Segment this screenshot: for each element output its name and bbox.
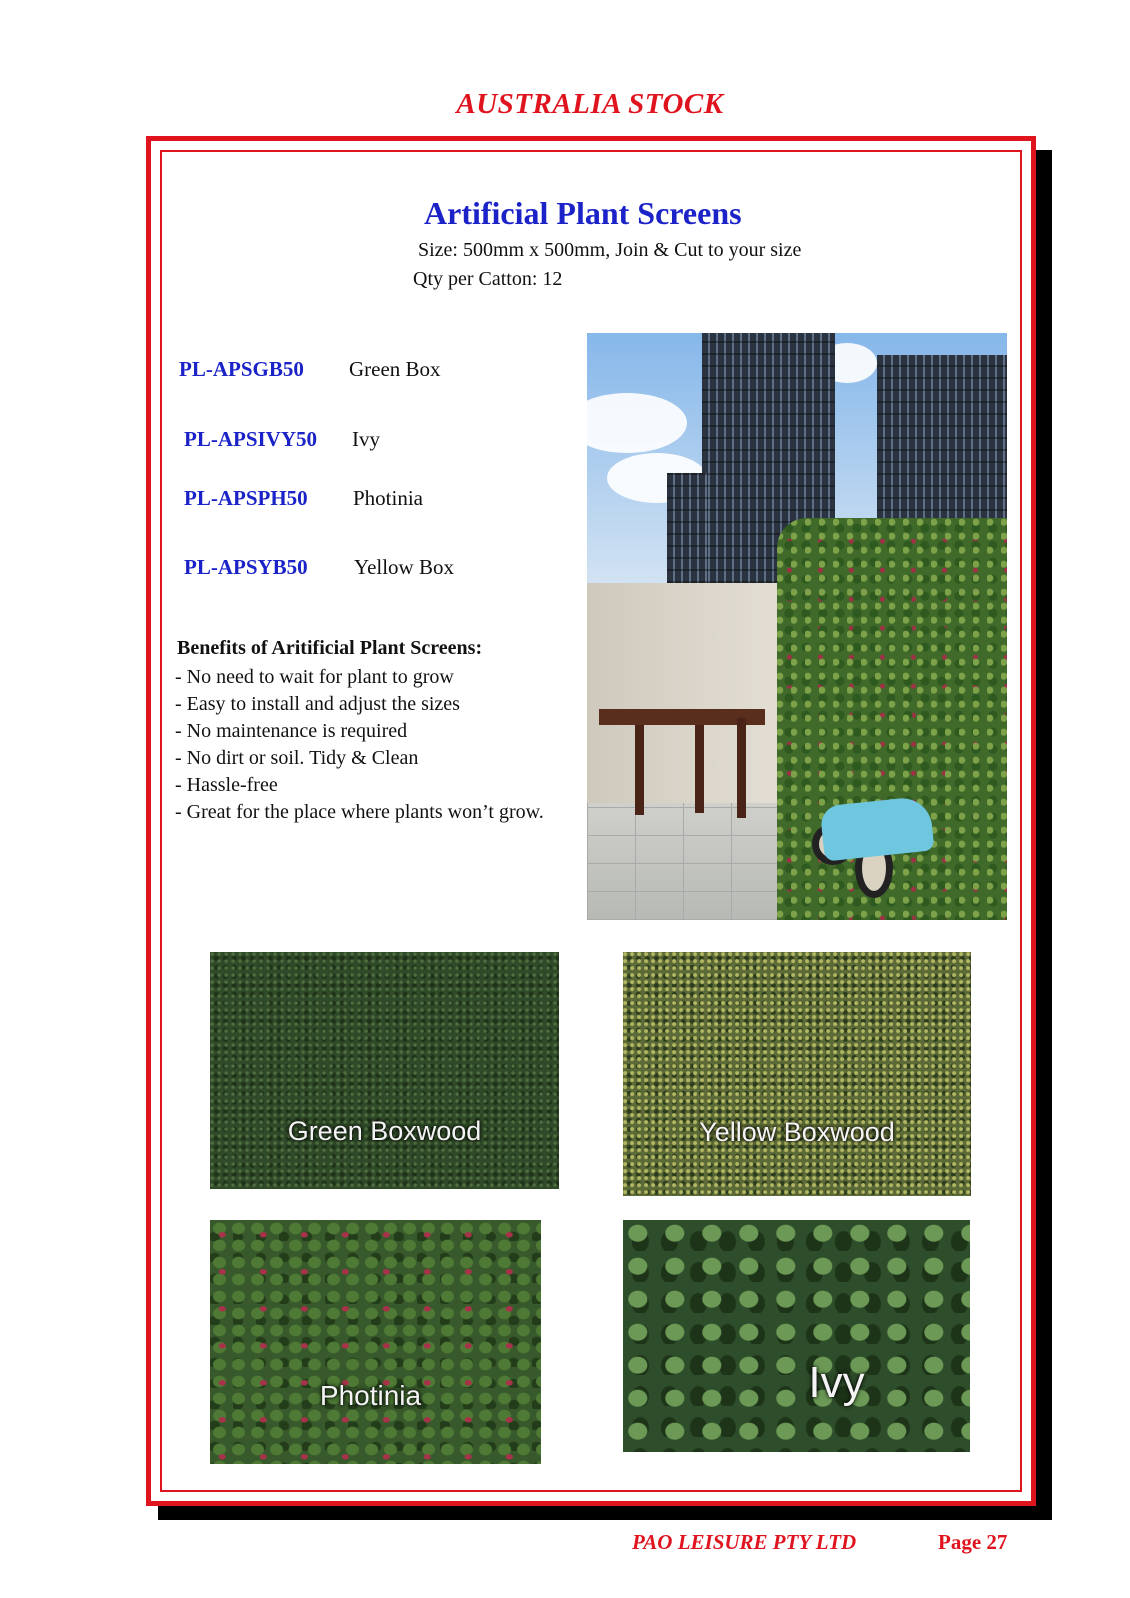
product-row [179, 357, 441, 382]
product-name: Ivy [352, 427, 380, 451]
ivy-photo [623, 1220, 970, 1452]
swatch-label: Yellow Boxwood [699, 1117, 895, 1147]
product-row [184, 486, 424, 511]
swatch-label: Green Boxwood [287, 1116, 482, 1146]
qty-spec: Qty per Catton: 12 [413, 268, 563, 290]
benefit-item: - Hassle-free [175, 774, 278, 796]
product-name: Photinia [353, 486, 424, 510]
benefit-item: - No maintenance is required [175, 720, 408, 742]
benefits-title: Benefits of Aritificial Plant Screens: [177, 637, 483, 659]
installation-photo [587, 333, 1007, 920]
product-row [184, 555, 454, 580]
product-name: Yellow Box [354, 555, 454, 579]
product-code: PL-APSGB50 [179, 357, 304, 381]
benefits-list [175, 664, 555, 826]
photinia-photo [210, 1220, 541, 1464]
product-code: PL-APSYB50 [184, 555, 308, 579]
benefit-item: - Great for the place where plants won’t grow. [175, 801, 544, 823]
benefit-item: - Easy to install and adjust the sizes [175, 693, 460, 715]
page-number: Page 27 [938, 1530, 1008, 1554]
footer-company: PAO LEISURE PTY LTD [632, 1530, 857, 1554]
document-title: Artificial Plant Screens [424, 195, 742, 231]
page-header-title: AUSTRALIA STOCK [456, 88, 724, 120]
swatch-label: Photinia [319, 1380, 422, 1411]
product-row [184, 427, 380, 452]
swatch-label: Ivy [808, 1358, 865, 1407]
benefit-item: - No dirt or soil. Tidy & Clean [175, 747, 419, 769]
size-spec: Size: 500mm x 500mm, Join & Cut to your size [418, 239, 802, 261]
product-name: Green Box [349, 357, 441, 381]
yellow-boxwood-photo [623, 952, 971, 1196]
green-boxwood-photo [210, 952, 559, 1189]
product-code: PL-APSPH50 [184, 486, 308, 510]
product-code: PL-APSIVY50 [184, 427, 318, 451]
benefit-item: - No need to wait for plant to grow [175, 666, 454, 688]
